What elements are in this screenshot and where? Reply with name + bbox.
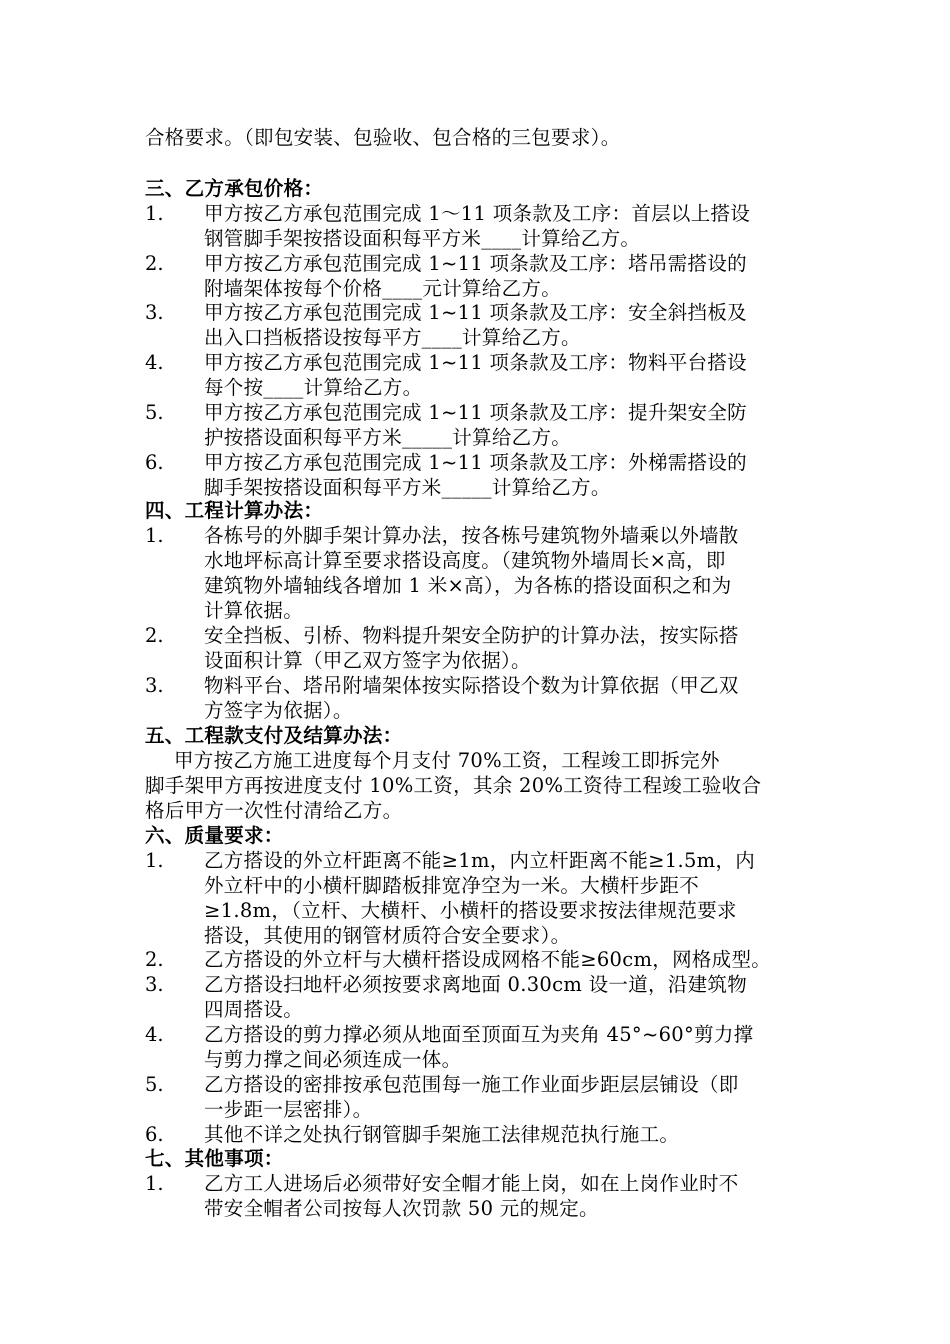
list-number: 1. — [145, 202, 164, 225]
text-line: 各栋号的外脚手架计算办法，按各栋号建筑物外墙乘以外墙散 — [204, 524, 739, 547]
text-line: 外立杆中的小横杆脚踏板排宽净空为一米。大横杆步距不 — [204, 874, 700, 897]
list-number: 4. — [145, 351, 164, 374]
text-line: 甲方按乙方承包范围完成 1~11 项条款及工序：提升架安全防 — [204, 401, 747, 424]
text-line: 搭设，其使用的钢管材质符合安全要求）。 — [204, 924, 571, 947]
list-text — [204, 972, 824, 1022]
list-number: 2. — [145, 624, 164, 647]
intro-line: 合格要求。（即包安装、包验收、包合格的三包要求）。 — [145, 126, 621, 149]
list-text — [204, 523, 824, 623]
list-text — [204, 1171, 824, 1221]
list-text — [204, 623, 824, 673]
text-line: 甲方按乙方承包范围完成 1~11 项条款及工序：外梯需搭设的 — [204, 451, 747, 474]
list-text — [204, 1022, 824, 1072]
text-line: 附墙架体按每个价格____元计算给乙方。 — [204, 277, 561, 300]
text-line: 乙方搭设的外立杆与大横杆搭设成网格不能≥60cm，网格成型。 — [204, 948, 772, 971]
list-number: 5. — [145, 1073, 164, 1096]
section5-title: 五、工程款支付及结算办法： — [145, 724, 403, 747]
list-number: 1. — [145, 849, 164, 872]
list-number: 2. — [145, 948, 164, 971]
text-line: 甲方按乙方承包范围完成 1~11 项条款及工序：塔吊需搭设的 — [204, 252, 747, 275]
text-line: 设面积计算（甲乙双方签字为依据）。 — [204, 649, 531, 672]
text-line: 乙方搭设扫地杆必须按要求离地面 0.30cm 设一道，沿建筑物 — [204, 973, 748, 996]
text-line: 与剪力撑之间必须连成一体。 — [204, 1048, 462, 1071]
list-text — [204, 201, 824, 251]
list-text — [204, 673, 824, 723]
text-line: 物料平台、塔吊附墙架体按实际搭设个数为计算依据（甲乙双 — [204, 674, 739, 697]
text-line: 乙方搭设的外立杆距离不能≥1m，内立杆距离不能≥1.5m，内 — [204, 849, 756, 872]
section6-title: 六、质量要求： — [145, 824, 284, 847]
text-line: 安全挡板、引桥、物料提升架安全防护的计算办法，按实际搭 — [204, 624, 739, 647]
text-line: 方签字为依据）。 — [204, 699, 353, 722]
text-line: ≥1.8m，（立杆、大横杆、小横杆的搭设要求按法律规范要求 — [204, 899, 737, 922]
text-line: 建筑物外墙轴线各增加 1 米×高），为各栋的搭设面积之和为 — [204, 574, 732, 597]
list-text — [204, 251, 824, 301]
text-line: 计算依据。 — [204, 599, 304, 622]
text-line: 四周搭设。 — [204, 998, 304, 1021]
list-text — [204, 300, 824, 350]
text-line: 甲方按乙方承包范围完成 1~11 项条款及工序：安全斜挡板及 — [204, 301, 747, 324]
text-line: 钢管脚手架按搭设面积每平方米____计算给乙方。 — [204, 227, 641, 250]
text-line: 出入口挡板搭设按每平方____计算给乙方。 — [204, 326, 581, 349]
list-number: 2. — [145, 252, 164, 275]
list-number: 3. — [145, 674, 164, 697]
paragraph-line: 脚手架甲方再按进度支付 10%工资，其余 20%工资待工程竣工验收合 — [145, 774, 762, 797]
list-text — [204, 450, 824, 500]
section7-title: 七、其他事项： — [145, 1147, 284, 1170]
list-number: 3. — [145, 973, 164, 996]
list-number: 1. — [145, 524, 164, 547]
list-number: 5. — [145, 401, 164, 424]
text-line: 乙方搭设的剪力撑必须从地面至顶面互为夹角 45°~60°剪力撑 — [204, 1023, 754, 1046]
paragraph-line: 格后甲方一次性付清给乙方。 — [145, 799, 403, 822]
list-number: 4. — [145, 1023, 164, 1046]
list-number: 6. — [145, 1123, 164, 1146]
text-line: 甲方按乙方承包范围完成 1~11 项条款及工序：物料平台搭设 — [204, 351, 747, 374]
text-line: 一步距一层密排）。 — [204, 1098, 373, 1121]
text-line: 带安全帽者公司按每人次罚款 50 元的规定。 — [204, 1197, 599, 1220]
list-text — [204, 1122, 824, 1147]
list-text — [204, 1072, 824, 1122]
text-line: 乙方工人进场后必须带好安全帽才能上岗，如在上岗作业时不 — [204, 1172, 739, 1195]
list-number: 6. — [145, 451, 164, 474]
text-line: 乙方搭设的密排按承包范围每一施工作业面步距层层铺设（即 — [204, 1073, 739, 1096]
list-number: 1. — [145, 1172, 164, 1195]
list-text — [204, 350, 824, 400]
list-number: 3. — [145, 301, 164, 324]
section4-title: 四、工程计算办法： — [145, 499, 324, 522]
text-line: 每个按____计算给乙方。 — [204, 376, 423, 399]
list-text — [204, 848, 824, 948]
list-text — [204, 947, 824, 972]
text-line: 水地坪标高计算至要求搭设高度。（建筑物外墙周长×高，即 — [204, 549, 726, 572]
text-line: 甲方按乙方承包范围完成 1～11 项条款及工序：首层以上搭设 — [204, 202, 751, 225]
text-line: 脚手架按搭设面积每平方米_____计算给乙方。 — [204, 476, 611, 499]
paragraph-line: 甲方按乙方施工进度每个月支付 70%工资，工程竣工即拆完外 — [174, 749, 720, 772]
text-line: 其他不详之处执行钢管脚手架施工法律规范执行施工。 — [204, 1123, 680, 1146]
section3-title: 三、乙方承包价格： — [145, 177, 324, 200]
list-text — [204, 400, 824, 450]
text-line: 护按搭设面积每平方米_____计算给乙方。 — [204, 426, 572, 449]
